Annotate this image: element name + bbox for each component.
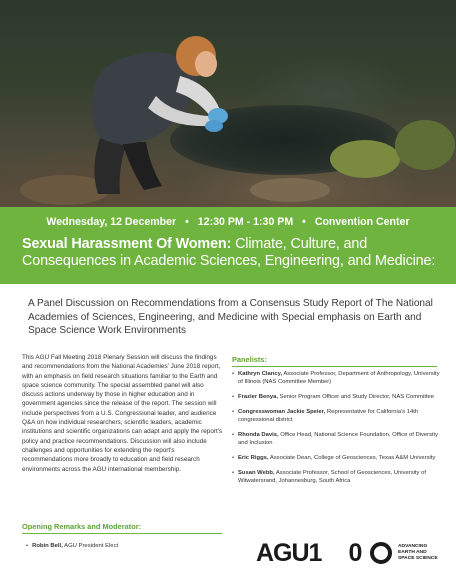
opening-heading: Opening Remarks and Moderator: <box>22 522 142 531</box>
event-date: Wednesday, 12 December <box>46 216 177 228</box>
bullet-icon: • <box>232 371 235 377</box>
panelists-heading: Panelists: <box>232 355 267 364</box>
logo-tagline-line: SPACE SCIENCE <box>398 556 438 561</box>
panelist-name: Kathryn Clancy, <box>238 371 283 377</box>
logo-tagline-line: EARTH AND <box>398 550 427 555</box>
panelist-role: Associate Dean, College of Geosciences, Texas A&M University <box>268 455 436 462</box>
event-time: 12:30 PM - 1:30 PM <box>197 216 294 228</box>
logo-circle-icon <box>370 542 392 564</box>
mossy-rock <box>395 120 455 170</box>
panelist-role: Representative for California's 14th congressional district <box>238 409 419 423</box>
mossy-rock <box>330 140 400 178</box>
list-item <box>232 432 442 448</box>
bullet-icon: • <box>232 432 235 439</box>
event-subtitle: A Panel Discussion on Recommendations from a Consensus Study Report of The National Academies of Sciences, Engineering, and Medicine with Special emphasis on Earth and Space Science Work Environments <box>28 298 433 337</box>
panelist-name: Susan Webb, <box>238 470 275 477</box>
divider <box>22 533 222 534</box>
list-item <box>232 371 442 387</box>
event-title-bold: Sexual Harassment Of Women: <box>22 236 232 252</box>
agu100-logo <box>256 538 446 568</box>
logo-tagline <box>398 544 438 562</box>
event-datetime <box>0 216 456 228</box>
list-item <box>232 394 442 402</box>
scientist-figure <box>60 18 250 198</box>
event-title <box>22 236 444 270</box>
event-title-rest: Climate, Culture, and Consequences in Academic Sciences, Engineering, and Medicine: <box>22 236 436 269</box>
divider <box>232 366 437 367</box>
list-item <box>232 409 442 425</box>
panelist-name: Rhonda Davis, <box>238 432 279 439</box>
moderator-item <box>26 543 118 549</box>
bullet-icon: • <box>232 393 235 400</box>
moderator-role: AGU President Elect <box>62 543 119 549</box>
event-banner <box>0 207 456 284</box>
bullet-icon: • <box>26 543 29 549</box>
panelist-name: Congresswoman Jackie Speier, <box>238 409 326 416</box>
panelist-role: Office Head, National Science Foundation, Office of Diversity and Inclusion <box>238 432 438 446</box>
session-description: This AGU Fall Meeting 2018 Plenary Session will discuss the findings and recommendations from the National Academies' June 2018 report, with an emphasis on field research situations familiar to the Earth and space science community. The special assembled panel will also discuss actions underway by those in higher education and in government agencies since the release of the report. The session will include perspectives from a U.S. Congressional leader, and audience Q&A on how individual researchers, scientific leaders, academic institutions and scientific organizations can adapt and apply the report's policy and practice recommendations. Discussion will also include challenges and opportunities for extending the report's recommendations more broadly to education and field research environments across the AGU international membership. <box>22 354 223 473</box>
separator-dot: • <box>302 216 306 228</box>
panelist-role: Associate Professor, Department of Anthropology, University of Illinois (NAS Committee Member) <box>238 371 440 385</box>
logo-tagline-line: ADVANCING <box>398 544 428 549</box>
logo-text-end: 0 <box>348 539 362 567</box>
panelist-name: Eric Riggs, <box>238 455 269 462</box>
list-item <box>232 455 442 463</box>
separator-dot: • <box>185 216 189 228</box>
bullet-icon: • <box>232 455 235 462</box>
bullet-icon: • <box>232 470 235 477</box>
panelists-list <box>232 371 442 493</box>
event-location: Convention Center <box>314 216 410 228</box>
hero-photo <box>0 0 456 207</box>
logo-wordmark <box>256 538 361 568</box>
moderator-name: Robin Bell, <box>32 543 63 549</box>
logo-text: AGU1 <box>256 539 322 567</box>
leaf-litter <box>250 178 330 202</box>
panelist-role: Senior Program Officer and Study Director, NAS Committee <box>277 393 435 400</box>
panelist-role: Associate Professor, School of Geosciences, University of Witwatersrand, Johannesburg, South Africa <box>238 470 426 485</box>
bullet-icon: • <box>232 409 235 416</box>
panelist-name: Frazier Benya, <box>238 393 278 400</box>
list-item <box>232 470 442 486</box>
